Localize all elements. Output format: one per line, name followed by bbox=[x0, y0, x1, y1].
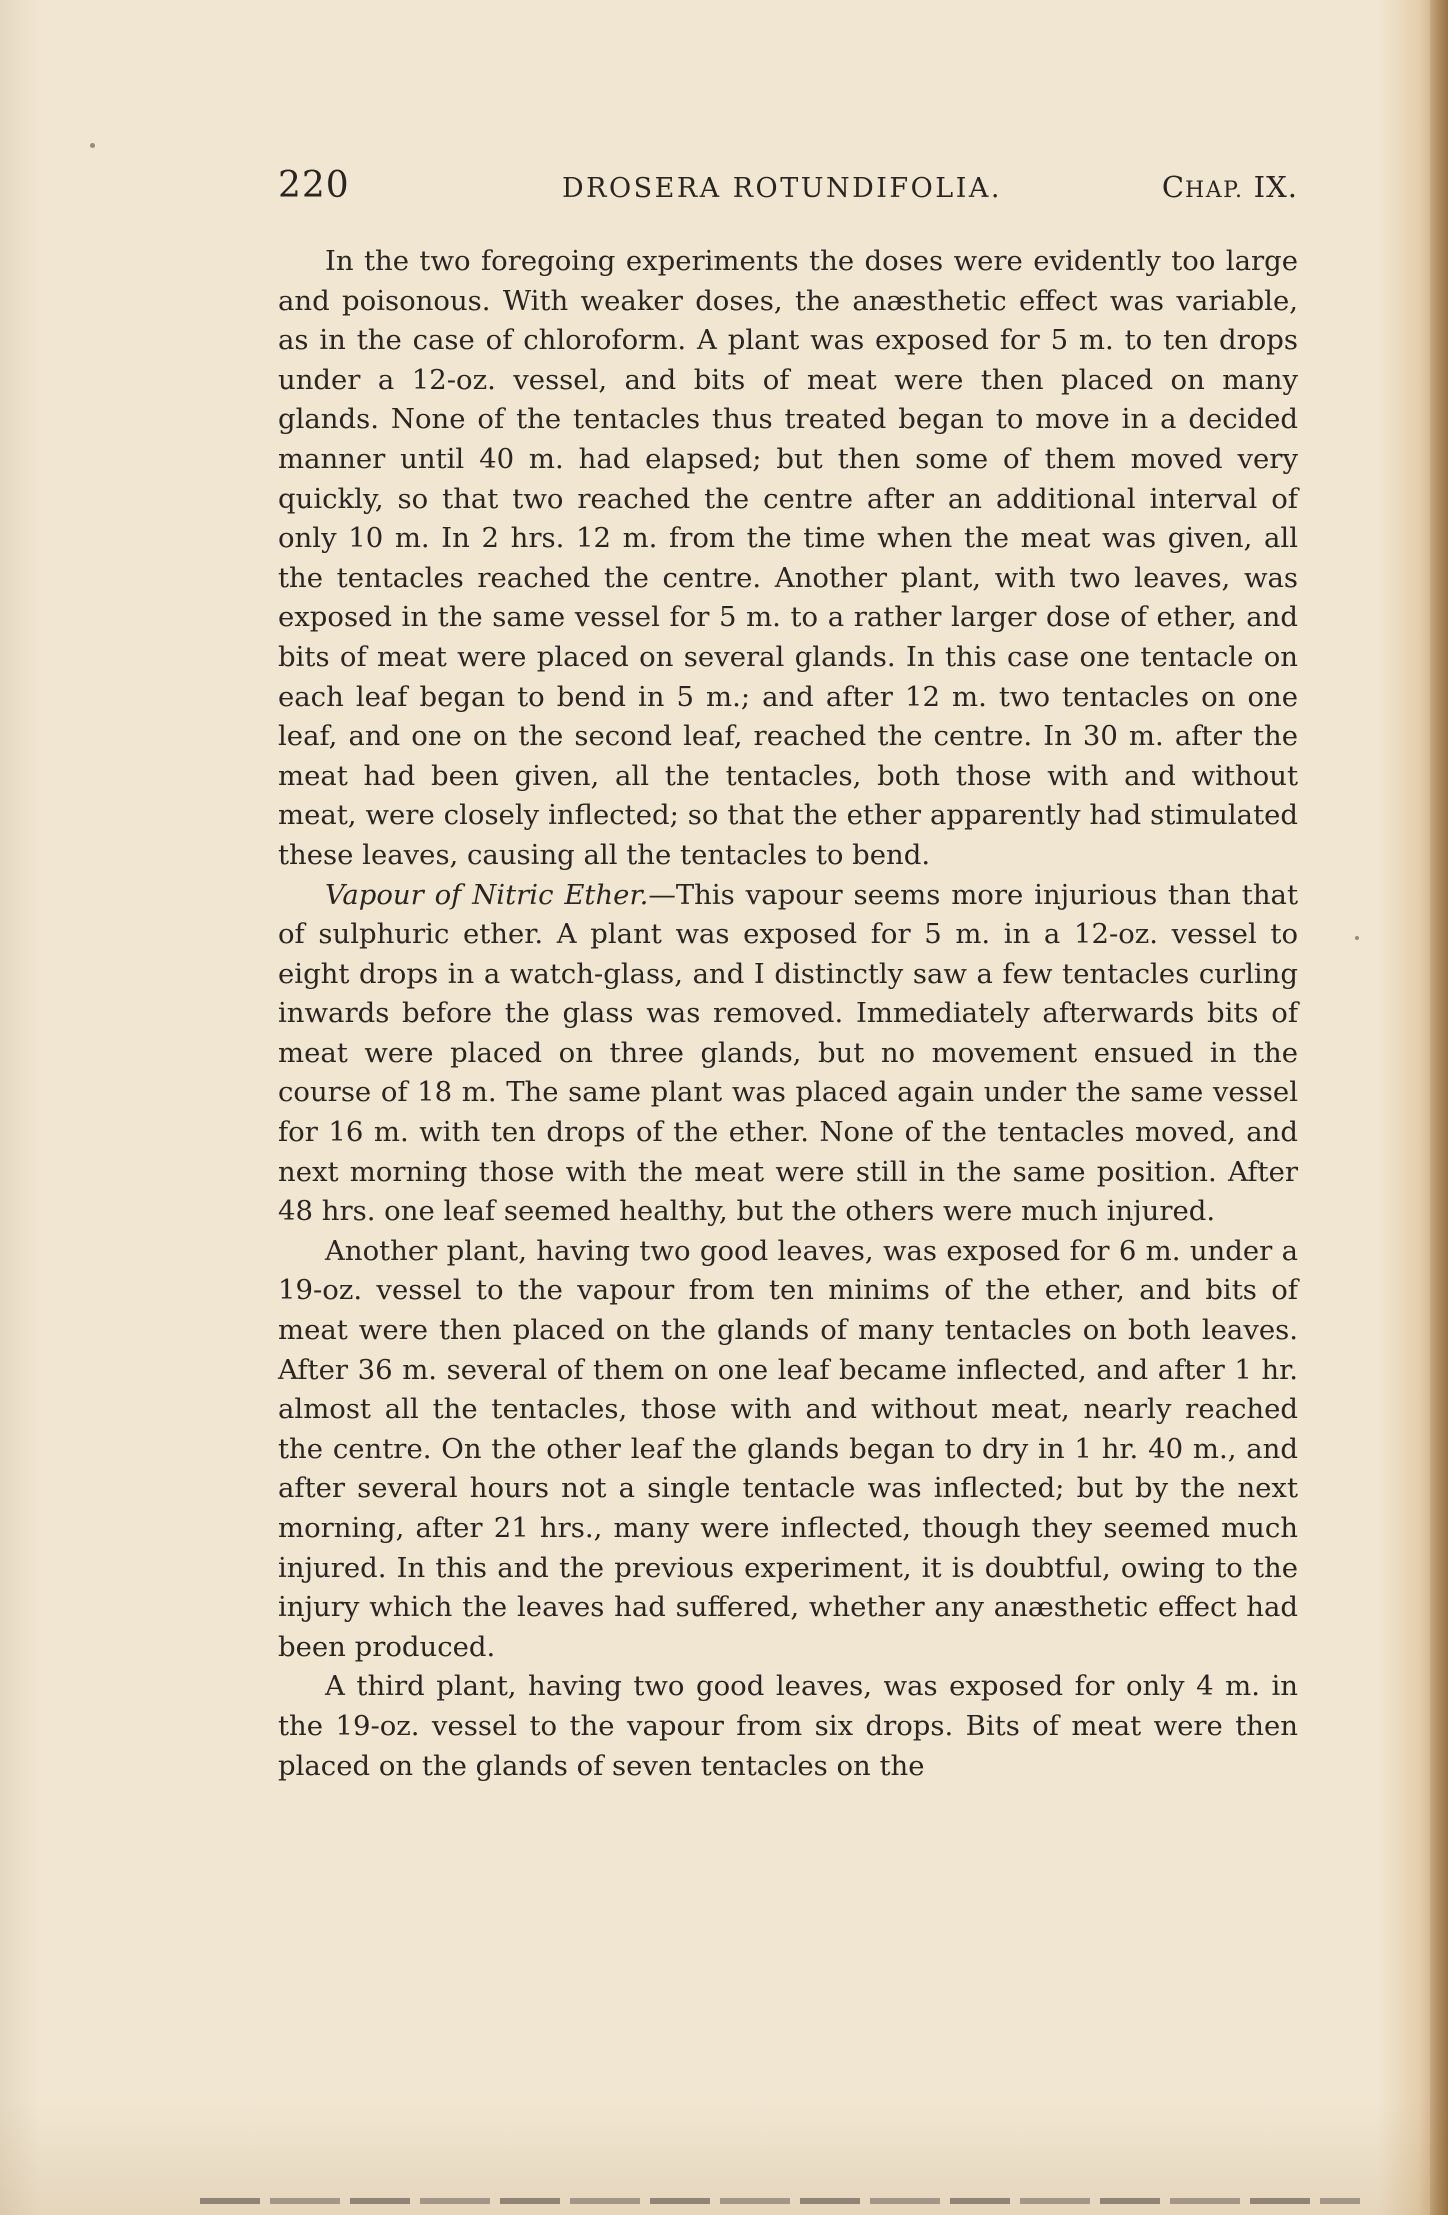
paragraph-text: —This vapour seems more injurious than that of sulphuric ether. A plant was exposed for 5 m. in a 12-oz. vessel to eight drops in a watch-glass, and I distinctly saw a few tentacles curling inwards before the glass was removed. Immediately afterwards bits of meat were placed on three glands, but no movement ensued in the course of 18 m. The same plant was placed again under the same vessel for 16 m. with ten drops of the ether. None of the tentacles moved, and next morning those with the meat were still in the same position. After 48 hrs. one leaf seemed healthy, but the others were much injured. bbox=[278, 878, 1299, 1228]
section-heading: Vapour of Nitric Ether. bbox=[325, 878, 649, 911]
paragraph-text: In the two foregoing experiments the doses were evidently too large and poisonous. With weaker doses, the anæsthetic effect was variable, as in the case of chloroform. A plant was exposed for 5 m. to ten drops under a 12-oz. vessel, and bits of meat were then placed on many glands. None of the tentacles thus treated began to move in a decided manner until 40 m. had elapsed; but then some of them moved very quickly, so that two reached the centre after an additional interval of only 10 m. In 2 hrs. 12 m. from the time when the meat was given, all the tentacles reached the centre. Another plant, with two leaves, was exposed in the same vessel for 5 m. to a rather larger dose of ether, and bits of meat were placed on several glands. In this case one tentacle on each leaf began to bend in 5 m.; and after 12 m. two tentacles on one leaf, and one on the second leaf, reached the centre. In 30 m. after the meat had been given, all the tentacles, both those with and without meat, were closely inflected; so that the ether apparently had stimulated these leaves, causing all the tentacles to bend. bbox=[278, 245, 1298, 871]
chapter-numeral: IX. bbox=[1253, 170, 1298, 204]
running-title: DROSERA ROTUNDIFOLIA. bbox=[562, 173, 1002, 204]
paragraph bbox=[278, 242, 1298, 876]
page-number: 220 bbox=[278, 165, 350, 206]
paragraph-text: Another plant, having two good leaves, was exposed for 6 m. under a 19-oz. vessel to the vapour from ten minims of the ether, and bits of meat were then placed on the glands of many tentacles on both leaves. After 36 m. several of them on one leaf became inflected, and after 1 hr. almost all the tentacles, those with and without meat, nearly reached the centre. On the other leaf the glands began to dry in 1 hr. 40 m., and after several hours not a single tentacle was inflected; but by the next morning, after 21 hrs., many were inflected, though they seemed much injured. In this and the previous experiment, it is doubtful, owing to the injury which the leaves had suffered, whether any anæsthetic effect had been produced. bbox=[278, 1234, 1298, 1663]
paragraph bbox=[278, 1232, 1298, 1668]
speck bbox=[1355, 936, 1359, 940]
chapter-reference bbox=[1162, 170, 1298, 204]
page-edge-shadow bbox=[1430, 0, 1448, 2215]
chapter-initial: C bbox=[1161, 170, 1186, 204]
speck bbox=[90, 143, 95, 148]
paragraph-text: A third plant, having two good leaves, was exposed for only 4 m. in the 19-oz. vessel to the vapour from six drops. Bits of meat were then placed on the glands of seven tentacles on the bbox=[278, 1670, 1298, 1782]
scan-bottom-edge bbox=[200, 2198, 1360, 2204]
chapter-label: HAP. bbox=[1185, 178, 1244, 203]
running-header bbox=[278, 165, 1298, 215]
body-text bbox=[278, 242, 1298, 1786]
paragraph bbox=[278, 876, 1298, 1232]
paragraph bbox=[278, 1667, 1298, 1786]
